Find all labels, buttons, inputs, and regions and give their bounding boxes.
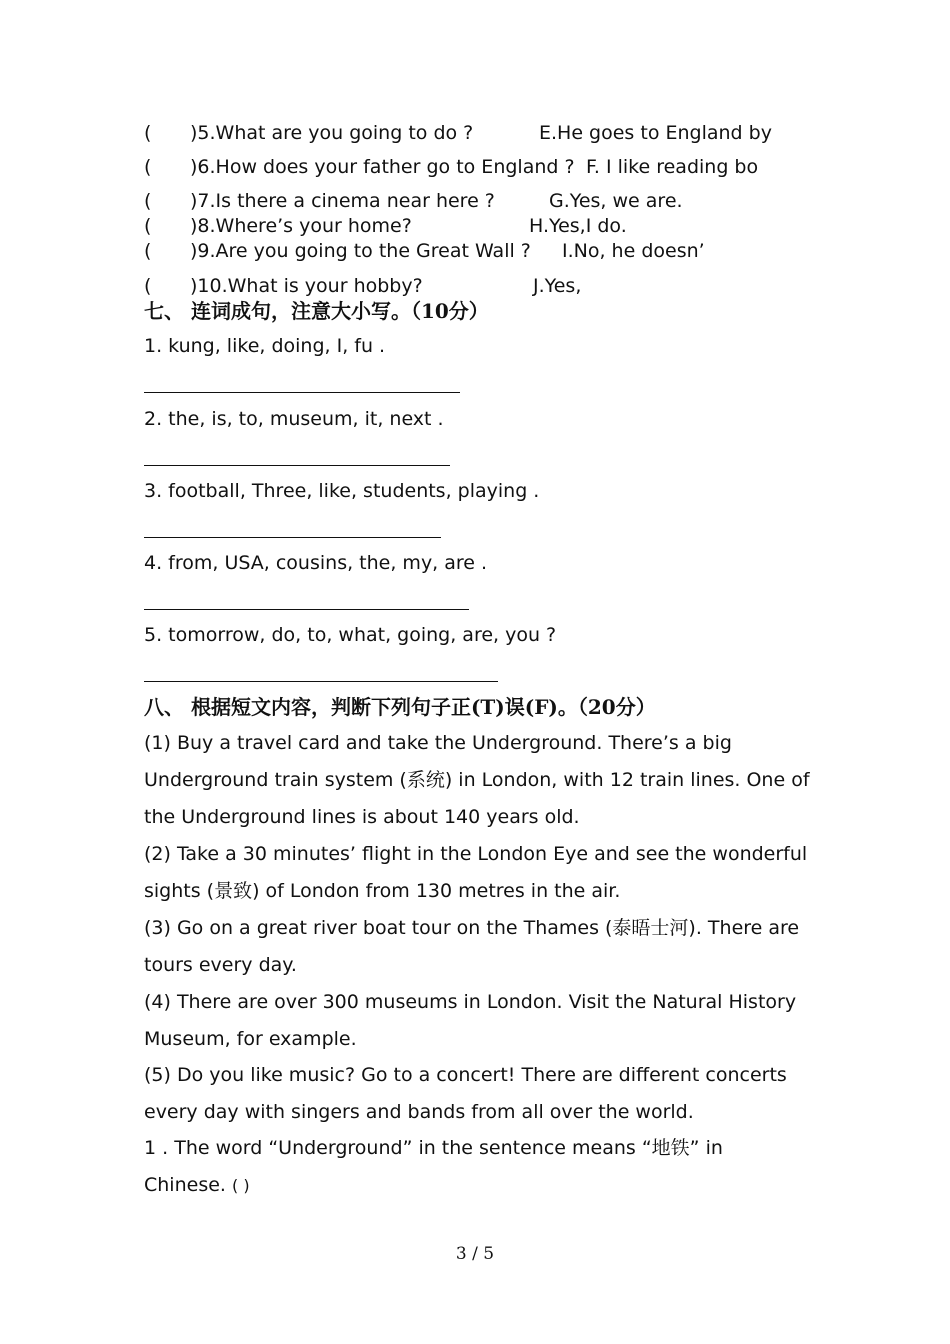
answer-line-3[interactable] [144, 537, 441, 538]
matching-row-7: ( )7.Is there a cinema near here ? [144, 190, 495, 212]
reading-paragraph-3: (3) Go on a great river boat tour on the Thames (泰晤士河). There are tours every day. [144, 917, 800, 976]
question-1-text: 1 . The word “Underground” in the sentence means “地铁” in Chinese. [144, 1137, 723, 1196]
reading-paragraph-2: (2) Take a 30 minutes’ flight in the London Eye and see the wonderful sights (景致) of London from 130 metres in the air. [144, 843, 808, 902]
reading-paragraph-4: (4) There are over 300 museums in London. Visit the Natural History Museum, for example. [144, 991, 797, 1050]
matching-answer-H: H.Yes,I do. [529, 215, 627, 237]
question-text: )10.What is your hobby? [190, 275, 423, 297]
sentence-item-4: 4. from, USA, cousins, the, my, are . [144, 552, 488, 574]
matching-answer-G: G.Yes, we are. [549, 190, 683, 212]
matching-row-10: ( )10.What is your hobby? [144, 275, 423, 297]
question-text: )9.Are you going to the Great Wall ? [190, 240, 531, 262]
matching-answer-E: E.He goes to England by [539, 122, 772, 144]
answer-line-5[interactable] [144, 681, 498, 682]
section8-title: 八、 根据短文内容，判断下列句子正(T)误(F)。（20分） [144, 695, 656, 719]
sentence-item-5: 5. tomorrow, do, to, what, going, are, you ? [144, 624, 557, 646]
section7-title: 七、 连词成句，注意大小写。（10分） [144, 299, 489, 323]
question-text: )5.What are you going to do ? [190, 122, 474, 144]
sentence-item-1: 1. kung, like, doing, I, fu . [144, 335, 386, 357]
matching-row-5: ( )5.What are you going to do ? [144, 122, 474, 144]
matching-row-6: ( )6.How does your father go to England ? [144, 156, 575, 178]
sentence-item-3: 3. football, Three, like, students, playing . [144, 480, 540, 502]
answer-line-4[interactable] [144, 609, 469, 610]
matching-answer-I: I.No, he doesn’ [562, 240, 705, 262]
matching-row-8: ( )8.Where’s your home? [144, 215, 412, 237]
answer-blank[interactable]: ( ) [232, 1176, 250, 1195]
matching-answer-F: F. I like reading bo [586, 156, 759, 178]
reading-paragraph-5: (5) Do you like music? Go to a concert! There are different concerts every day with singers and bands from all over the world. [144, 1064, 787, 1123]
matching-row-9: ( )9.Are you going to the Great Wall ? [144, 240, 531, 262]
sentence-item-2: 2. the, is, to, museum, it, next . [144, 408, 444, 430]
question-text: )8.Where’s your home? [190, 215, 412, 237]
page-number: 3 / 5 [455, 1244, 495, 1264]
question-text: )7.Is there a cinema near here ? [190, 190, 495, 212]
question-text: )6.How does your father go to England ? [190, 156, 575, 178]
answer-line-2[interactable] [144, 465, 450, 466]
reading-paragraph-1: (1) Buy a travel card and take the Underground. There’s a big Underground train system (系统) in London, with 12 train lines. One of the Underground lines is about 140 years old. [144, 732, 810, 828]
matching-answer-J: J.Yes, [533, 275, 582, 297]
question-1 [144, 1130, 744, 1204]
answer-line-1[interactable] [144, 392, 460, 393]
